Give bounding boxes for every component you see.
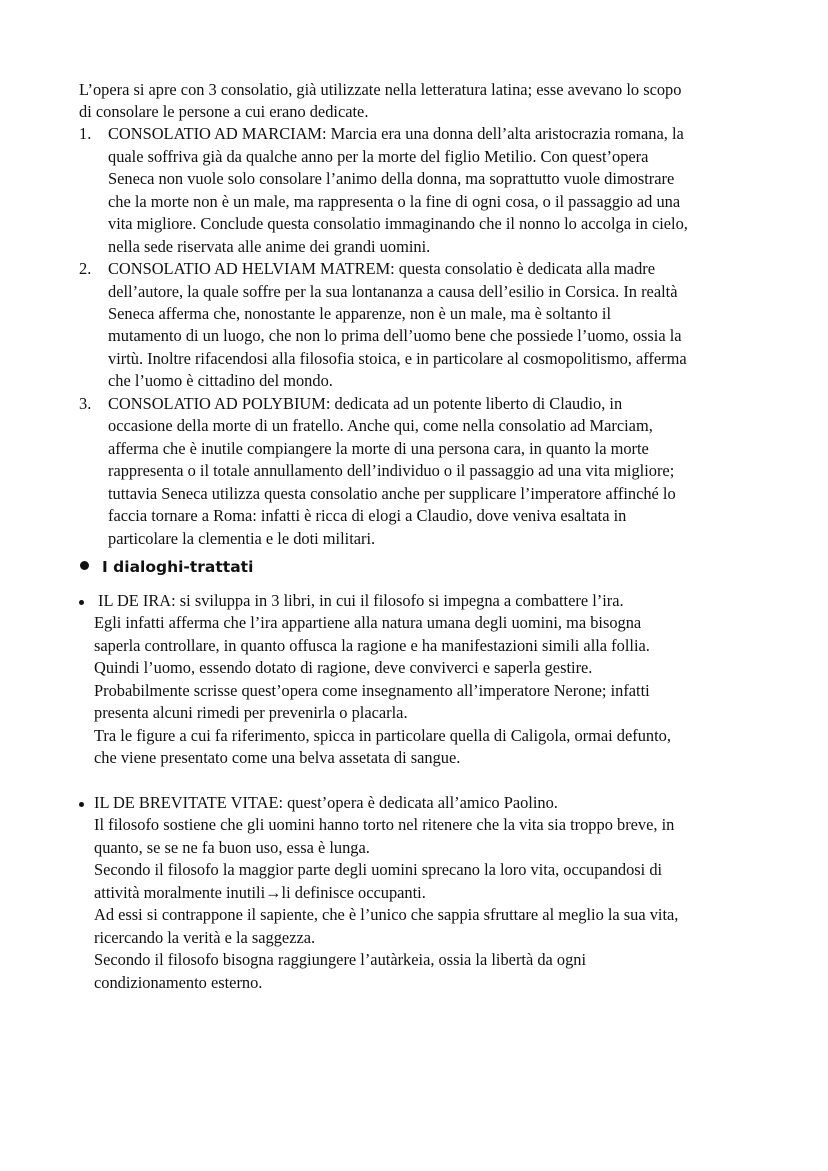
bullet-item-line: Egli infatti afferma che l’ira appartiene alla natura umana degli uomini, ma bisogna bbox=[94, 613, 642, 632]
bullet-item-line: IL DE IRA: si sviluppa in 3 libri, in cui il filosofo si impegna a combattere l’ira. bbox=[98, 591, 624, 610]
list-item-line: occasione della morte di un fratello. Anche qui, come nella consolatio ad Marciam, bbox=[108, 416, 653, 435]
list-item-line: che l’uomo è cittadino del mondo. bbox=[108, 371, 333, 390]
list-item-line: virtù. Inoltre rifacendosi alla filosofia stoica, e in particolare al cosmopolitismo, afferma bbox=[108, 349, 687, 368]
bullet-item-line: attività moralmente inutili→li definisce occupanti. bbox=[94, 883, 426, 902]
bullet-item-line: Ad essi si contrappone il sapiente, che è l’unico che sappia sfruttare al meglio la sua vita, bbox=[94, 905, 679, 924]
bullet-item-line: condizionamento esterno. bbox=[94, 973, 263, 992]
intro-line: di consolare le persone a cui erano dedicate. bbox=[79, 102, 369, 121]
list-item-line: particolare la clementia e le doti militari. bbox=[108, 529, 376, 548]
section-heading-text: I dialoghi-trattati bbox=[102, 558, 254, 576]
list-item-line: dell’autore, la quale soffre per la sua lontananza a causa dell’esilio in Corsica. In realtà bbox=[108, 282, 678, 301]
list-item-line: rappresenta o il totale annullamento dell’individuo o il passaggio ad una vita migliore; bbox=[108, 461, 675, 480]
list-item-line: mutamento di un luogo, che non lo prima dell’uomo bene che possiede l’uomo, ossia la bbox=[108, 326, 682, 345]
list-item-line: afferma che è inutile compiangere la morte di una persona cara, in quanto la morte bbox=[108, 439, 649, 458]
intro-line: L’opera si apre con 3 consolatio, già utilizzate nella letteratura latina; esse avevano lo scopo bbox=[79, 80, 682, 99]
bullet-icon bbox=[79, 600, 84, 605]
bullet-item-line: Tra le figure a cui fa riferimento, spicca in particolare quella di Caligola, ormai defunto, bbox=[94, 726, 671, 745]
list-item-line: vita migliore. Conclude questa consolatio immaginando che il nonno lo accolga in cielo, bbox=[108, 214, 688, 233]
bullet-item-line: saperla controllare, in quanto offusca la ragione e ha manifestazioni simili alla follia. bbox=[94, 636, 650, 655]
list-item-line: CONSOLATIO AD MARCIAM: Marcia era una donna dell’alta aristocrazia romana, la bbox=[108, 124, 684, 143]
list-item-line: CONSOLATIO AD POLYBIUM: dedicata ad un potente liberto di Claudio, in bbox=[108, 394, 623, 413]
bullet-item-line: Quindi l’uomo, essendo dotato di ragione, deve conviverci e saperla gestire. bbox=[94, 658, 593, 677]
list-item-line: faccia tornare a Roma: infatti è ricca di elogi a Claudio, dove veniva esaltata in bbox=[108, 506, 627, 525]
bullet-item-line: IL DE BREVITATE VITAE: quest’opera è dedicata all’amico Paolino. bbox=[94, 793, 558, 812]
list-item-line: che la morte non è un male, ma rappresenta o la fine di ogni cosa, o il passaggio ad una bbox=[108, 192, 681, 211]
list-number: 3. bbox=[79, 394, 92, 413]
list-item-line: Seneca non vuole solo consolare l’animo della donna, ma soprattutto vuole dimostrare bbox=[108, 169, 675, 188]
bullet-icon bbox=[79, 802, 84, 807]
list-item-line: CONSOLATIO AD HELVIAM MATREM: questa consolatio è dedicata alla madre bbox=[108, 259, 656, 278]
bullet-item-line: Probabilmente scrisse quest’opera come insegnamento all’imperatore Nerone; infatti bbox=[94, 681, 650, 700]
list-number: 1. bbox=[79, 124, 92, 143]
list-item-line: nella sede riservata alle anime dei grandi uomini. bbox=[108, 237, 431, 256]
list-item-line: tuttavia Seneca utilizza questa consolatio anche per supplicare l’imperatore affinché lo bbox=[108, 484, 676, 503]
bullet-item-line: presenta alcuni rimedi per prevenirla o placarla. bbox=[94, 703, 408, 722]
list-number: 2. bbox=[79, 259, 92, 278]
bullet-item-line: ricercando la verità e la saggezza. bbox=[94, 928, 316, 947]
list-item-line: Seneca afferma che, nonostante le apparenze, non è un male, ma è soltanto il bbox=[108, 304, 612, 323]
section-heading bbox=[80, 555, 253, 579]
bullet-item-line: Il filosofo sostiene che gli uomini hanno torto nel ritenere che la vita sia troppo breve, in bbox=[94, 815, 675, 834]
list-item-line: quale soffriva già da qualche anno per la morte del figlio Metilio. Con quest’opera bbox=[108, 147, 649, 166]
bullet-item-line: Secondo il filosofo bisogna raggiungere l’autàrkeia, ossia la libertà da ogni bbox=[94, 950, 587, 969]
bullet-item-line: che viene presentato come una belva assetata di sangue. bbox=[94, 748, 461, 767]
bullet-item-line: Secondo il filosofo la maggior parte degli uomini sprecano la loro vita, occupandosi di bbox=[94, 860, 663, 879]
bullet-item-line: quanto, se se ne fa buon uso, essa è lunga. bbox=[94, 838, 370, 857]
bullet-icon bbox=[80, 561, 89, 570]
